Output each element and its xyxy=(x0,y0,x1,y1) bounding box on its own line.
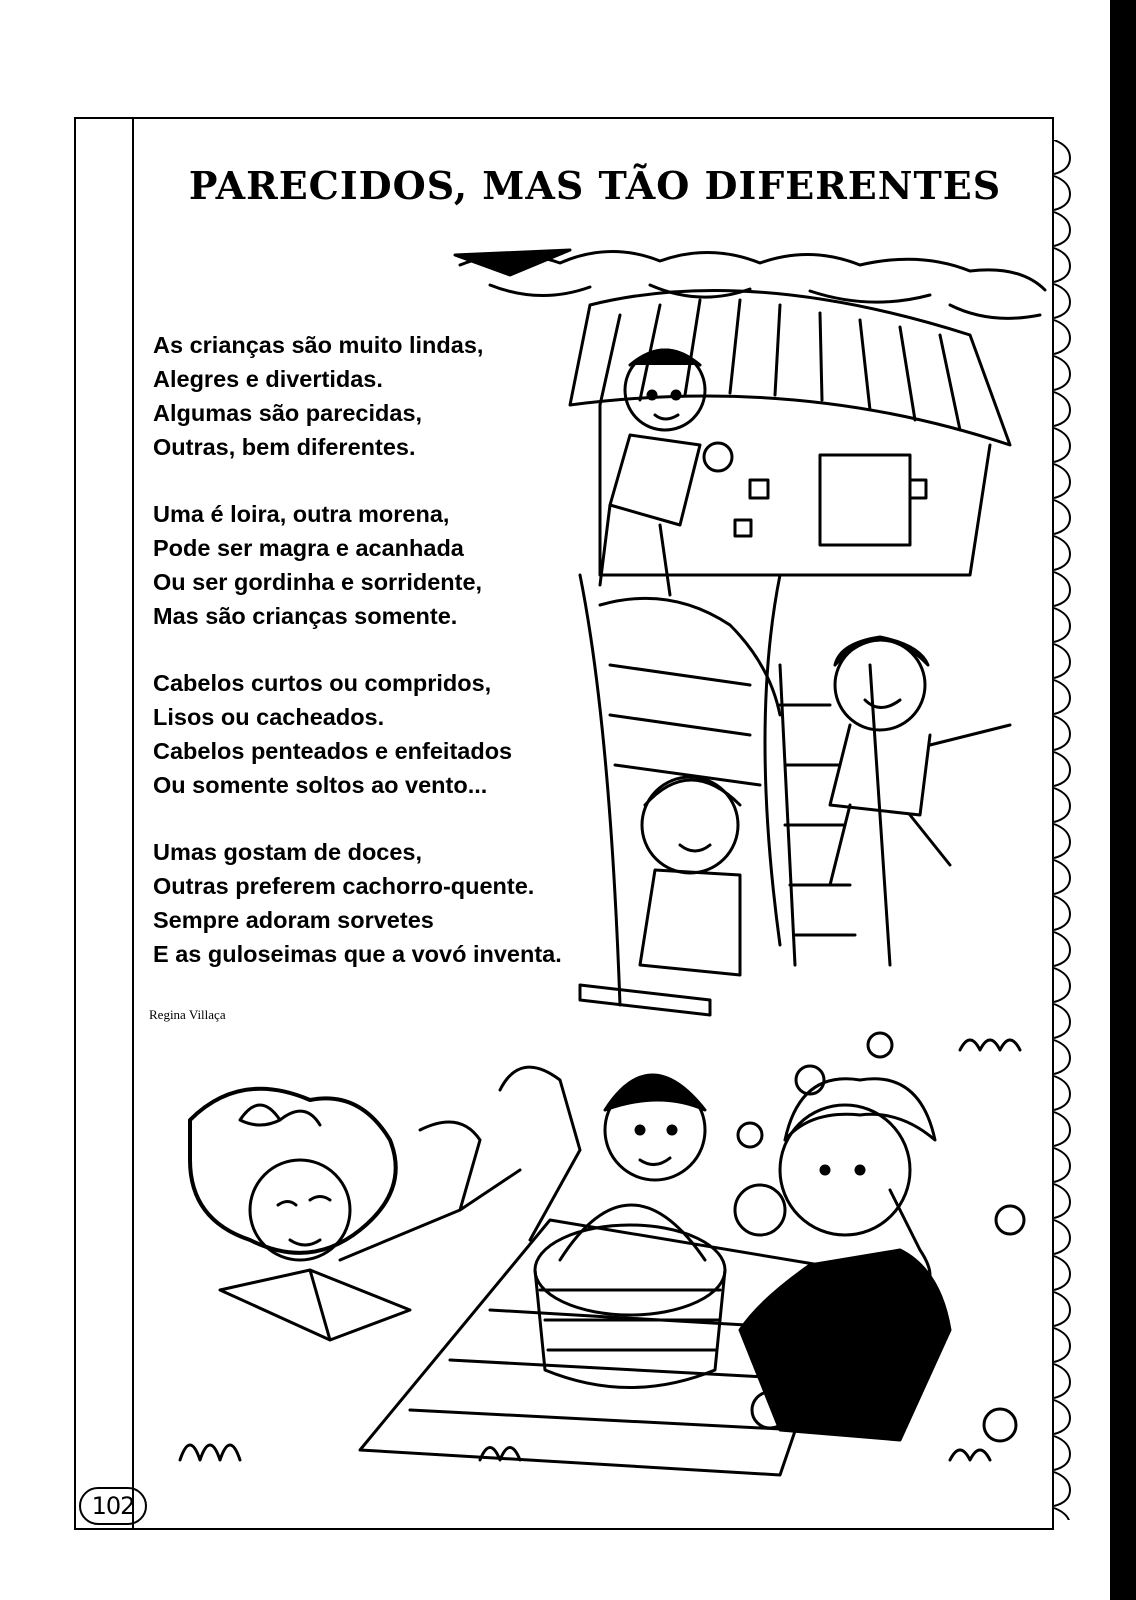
spiral-loop xyxy=(1054,1004,1070,1038)
spiral-loop xyxy=(1054,284,1070,318)
spiral-loop xyxy=(1054,464,1070,498)
spiral-loop xyxy=(1054,1184,1070,1218)
spiral-loop xyxy=(1054,608,1070,642)
author-credit: Regina Villaça xyxy=(149,1007,226,1022)
spiral-loop xyxy=(1054,1400,1070,1434)
spiral-loop xyxy=(1054,860,1070,894)
spiral-loop xyxy=(1054,1076,1070,1110)
spiral-loop xyxy=(1054,1472,1070,1506)
spiral-loop xyxy=(1054,1040,1070,1074)
spiral-loop xyxy=(1054,320,1070,354)
spiral-loop xyxy=(1054,932,1070,966)
margin-line xyxy=(132,117,134,1530)
spiral-loop xyxy=(1054,500,1070,534)
spiral-loop xyxy=(1054,1436,1070,1470)
verse: Algumas são parecidas, xyxy=(153,400,423,426)
scan-edge xyxy=(1110,0,1136,1600)
spiral-loop xyxy=(1054,176,1070,210)
verse: E as guloseimas que a vovó inventa. xyxy=(153,941,562,967)
verse: Ou somente soltos ao vento... xyxy=(153,772,488,798)
verse: Umas gostam de doces, xyxy=(153,839,423,865)
verse: Cabelos curtos ou compridos, xyxy=(153,670,492,696)
verse: Outras preferem cachorro-quente. xyxy=(153,873,535,899)
verse: Ou ser gordinha e sorridente, xyxy=(153,569,483,595)
verse: Uma é loira, outra morena, xyxy=(153,501,450,527)
spiral-loop xyxy=(1054,896,1070,930)
spiral-loop xyxy=(1054,536,1070,570)
spiral-loop xyxy=(1054,1148,1070,1182)
verse: Alegres e divertidas. xyxy=(153,366,383,392)
spiral-loop xyxy=(1054,572,1070,606)
verse: Lisos ou cacheados. xyxy=(153,704,385,730)
spiral-loop xyxy=(1054,1112,1070,1146)
spiral-loop xyxy=(1054,680,1070,714)
spiral-binding xyxy=(1052,140,1072,1520)
spiral-loop xyxy=(1054,716,1070,750)
spiral-loop xyxy=(1054,1256,1070,1290)
verse: As crianças são muito lindas, xyxy=(153,332,484,358)
spiral-loop xyxy=(1054,824,1070,858)
spiral-loop xyxy=(1054,1292,1070,1326)
spiral-loop xyxy=(1054,1328,1070,1362)
verse: Cabelos penteados e enfeitados xyxy=(153,738,513,764)
page-number: 102 xyxy=(79,1487,147,1525)
spiral-loop xyxy=(1054,248,1070,282)
spiral-loop xyxy=(1054,428,1070,462)
spiral-loop xyxy=(1054,1220,1070,1254)
spiral-loop xyxy=(1054,356,1070,390)
page-title: PARECIDOS, MAS TÃO DIFERENTES xyxy=(188,163,1002,209)
spiral-loop xyxy=(1054,644,1070,678)
spiral-loop xyxy=(1054,212,1070,246)
verse: Pode ser magra e acanhada xyxy=(153,535,464,561)
verse: Mas são crianças somente. xyxy=(153,603,458,629)
spiral-loop xyxy=(1054,1364,1070,1398)
children-in-tree-house-icon xyxy=(450,245,1050,1045)
children-picnic-icon xyxy=(160,1030,1050,1490)
spiral-loop xyxy=(1054,968,1070,1002)
verse: Outras, bem diferentes. xyxy=(153,434,416,460)
spiral-loop xyxy=(1054,140,1070,174)
spiral-loop xyxy=(1054,752,1070,786)
spiral-loop xyxy=(1054,392,1070,426)
spiral-loop xyxy=(1054,788,1070,822)
spiral-loop xyxy=(1054,1508,1070,1520)
verse: Sempre adoram sorvetes xyxy=(153,907,434,933)
